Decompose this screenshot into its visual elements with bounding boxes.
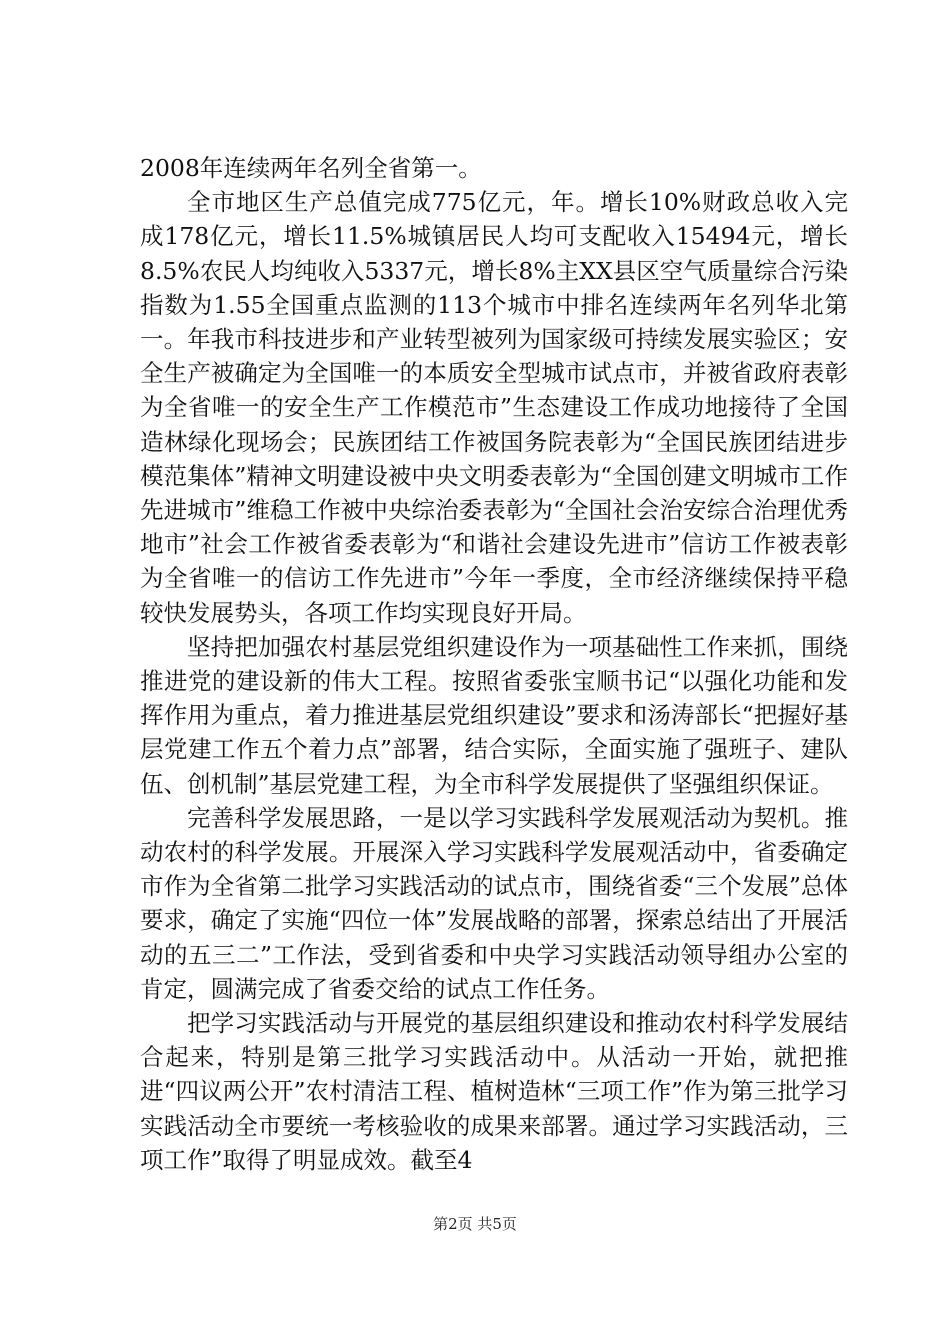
page-footer: 第2页 共5页	[433, 1215, 517, 1233]
paragraph-party-building: 坚持把加强农村基层党组织建设作为一项基础性工作来抓，围绕推进党的建设新的伟大工程。按照省委张宝顺书记“以强化功能和发挥作用为重点，着力推进基层党组织建设”要求和汤涛部长“把握好基层党建工作五个着力点”部署，结合实际，全面实施了强班子、建队伍、创机制”基层党建工程，为全市科学发展提供了坚强组织保证。	[140, 632, 848, 798]
paragraph-practice-activities: 把学习实践活动与开展党的基层组织建设和推动农村科学发展结合起来，特别是第三批学习实践活动中。从活动一开始，就把推进“四议两公开”农村清洁工程、植树造林“三项工作”作为第三批学习实践活动全市要统一考核验收的成果来部署。通过学习实践活动，三项工作”取得了明显成效。截至4	[140, 1009, 848, 1174]
paragraph-development-thinking: 完善科学发展思路，一是以学习实践科学发展观活动为契机。推动农村的科学发展。开展深入学习实践科学发展观活动中，省委确定市作为全省第二批学习实践活动的试点市，围绕省委“三个发展”总体要求，确定了实施“四位一体”发展战略的部署，探索总结出了开展活动的五三二”工作法，受到省委和中央学习实践活动领导组办公室的肯定，圆满完成了省委交给的试点工作任务。	[140, 803, 848, 1003]
paragraph-continuation: 2008年连续两年名列全省第一。	[140, 154, 482, 182]
document-body	[140, 151, 848, 1177]
paragraph-economic-results: 全市地区生产总值完成775亿元，年。增长10%财政总收入完成178亿元，增长11.5%城镇居民人均可支配收入15494元，增长8.5%农民人均纯收入5337元，增长8%主XX县区空气质量综合污染指数为1.55全国重点监测的113个城市中排名连续两年名列华北第一。年我市科技进步和产业转型被列为国家级可持续发展实验区；安全生产被确定为全国唯一的本质安全型城市试点市，并被省政府表彰为全省唯一的安全生产工作模范市”生态建设工作成功地接待了全国造林绿化现场会；民族团结工作被国务院表彰为“全国民族团结进步模范集体”精神文明建设被中央文明委表彰为“全国创建文明城市工作先进城市”维稳工作被中央综治委表彰为“全国社会治安综合治理优秀地市”社会工作被省委表彰为“和谐社会建设先进市”信访工作被表彰为全省唯一的信访工作先进市”今年一季度，全市经济继续保持平稳较快发展势头，各项工作均实现良好开局。	[140, 188, 848, 627]
